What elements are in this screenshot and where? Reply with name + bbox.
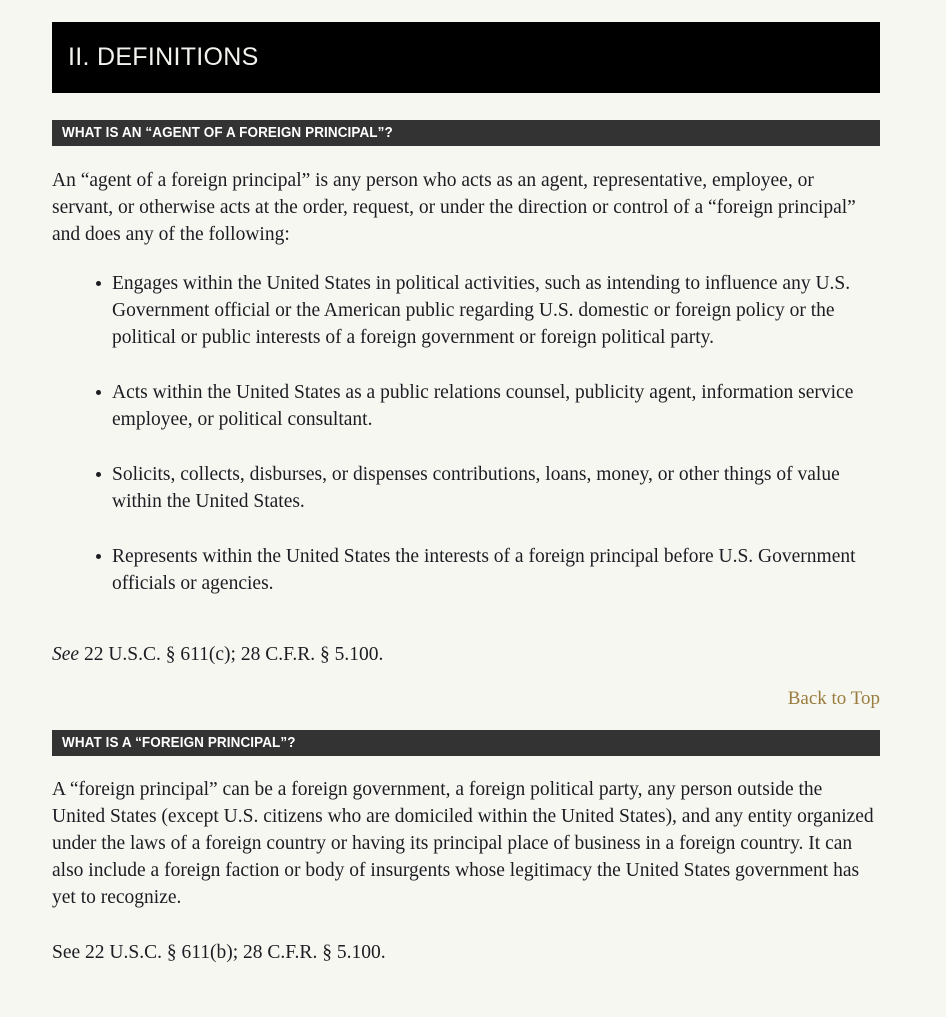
list-item-text: Engages within the United States in political activities, such as intending to influence any U.S. Government official or the American public regarding U.S. domestic or foreign policy or the political or public interests of a foreign government or foreign political party. [112, 273, 851, 348]
section-header-foreign-principal [52, 730, 880, 756]
back-to-top-link[interactable]: Back to Top [787, 688, 880, 709]
citation-reference: 22 U.S.C. § 611(c); 28 C.F.R. § 5.100. [79, 644, 384, 665]
section-header-label: WHAT IS AN “AGENT OF A FOREIGN PRINCIPAL”? [62, 124, 393, 141]
legal-citation [52, 939, 880, 966]
definition-bullet-list [52, 270, 880, 597]
section-intro-paragraph: An “agent of a foreign principal” is any person who acts as an agent, representative, employee, or servant, or otherwise acts at the order, request, or under the direction or control of a “foreign principal” and does any of the following: [52, 170, 856, 245]
spacer [52, 93, 880, 120]
list-item [52, 543, 880, 597]
bullet-icon [96, 390, 101, 395]
back-to-top-row [52, 688, 880, 710]
list-item [52, 461, 880, 515]
section-title-banner [52, 22, 880, 93]
page-title: II. DEFINITIONS [68, 43, 259, 71]
list-item-text: Represents within the United States the interests of a foreign principal before U.S. Government officials or agencies. [112, 546, 856, 594]
section-header-label: WHAT IS A “FOREIGN PRINCIPAL”? [62, 734, 296, 751]
citation-see-label: See [52, 644, 80, 665]
list-item-text: Acts within the United States as a public relations counsel, publicity agent, information service employee, or political consultant. [112, 382, 854, 430]
bullet-icon [96, 554, 101, 559]
document-content [52, 22, 880, 966]
citation-see-label: See [52, 942, 81, 963]
section-intro-paragraph: A “foreign principal” can be a foreign government, a foreign political party, any person outside the United States (except U.S. citizens who are domiciled within the United States), and any entity organized under the laws of a foreign country or having its principal place of business in a foreign country. It can also include a foreign faction or body of insurgents whose legitimacy the United States government has yet to recognize. [52, 779, 874, 908]
citation-reference: 22 U.S.C. § 611(b); 28 C.F.R. § 5.100. [80, 942, 386, 963]
list-item [52, 379, 880, 433]
bullet-icon [96, 472, 101, 477]
legal-citation [52, 641, 880, 668]
spacer [52, 710, 880, 730]
section-header-agent-of-foreign-principal [52, 120, 880, 146]
list-item [52, 270, 880, 351]
bullet-icon [96, 281, 101, 286]
list-item-text: Solicits, collects, disburses, or dispenses contributions, loans, money, or other things of value within the United States. [112, 464, 840, 512]
